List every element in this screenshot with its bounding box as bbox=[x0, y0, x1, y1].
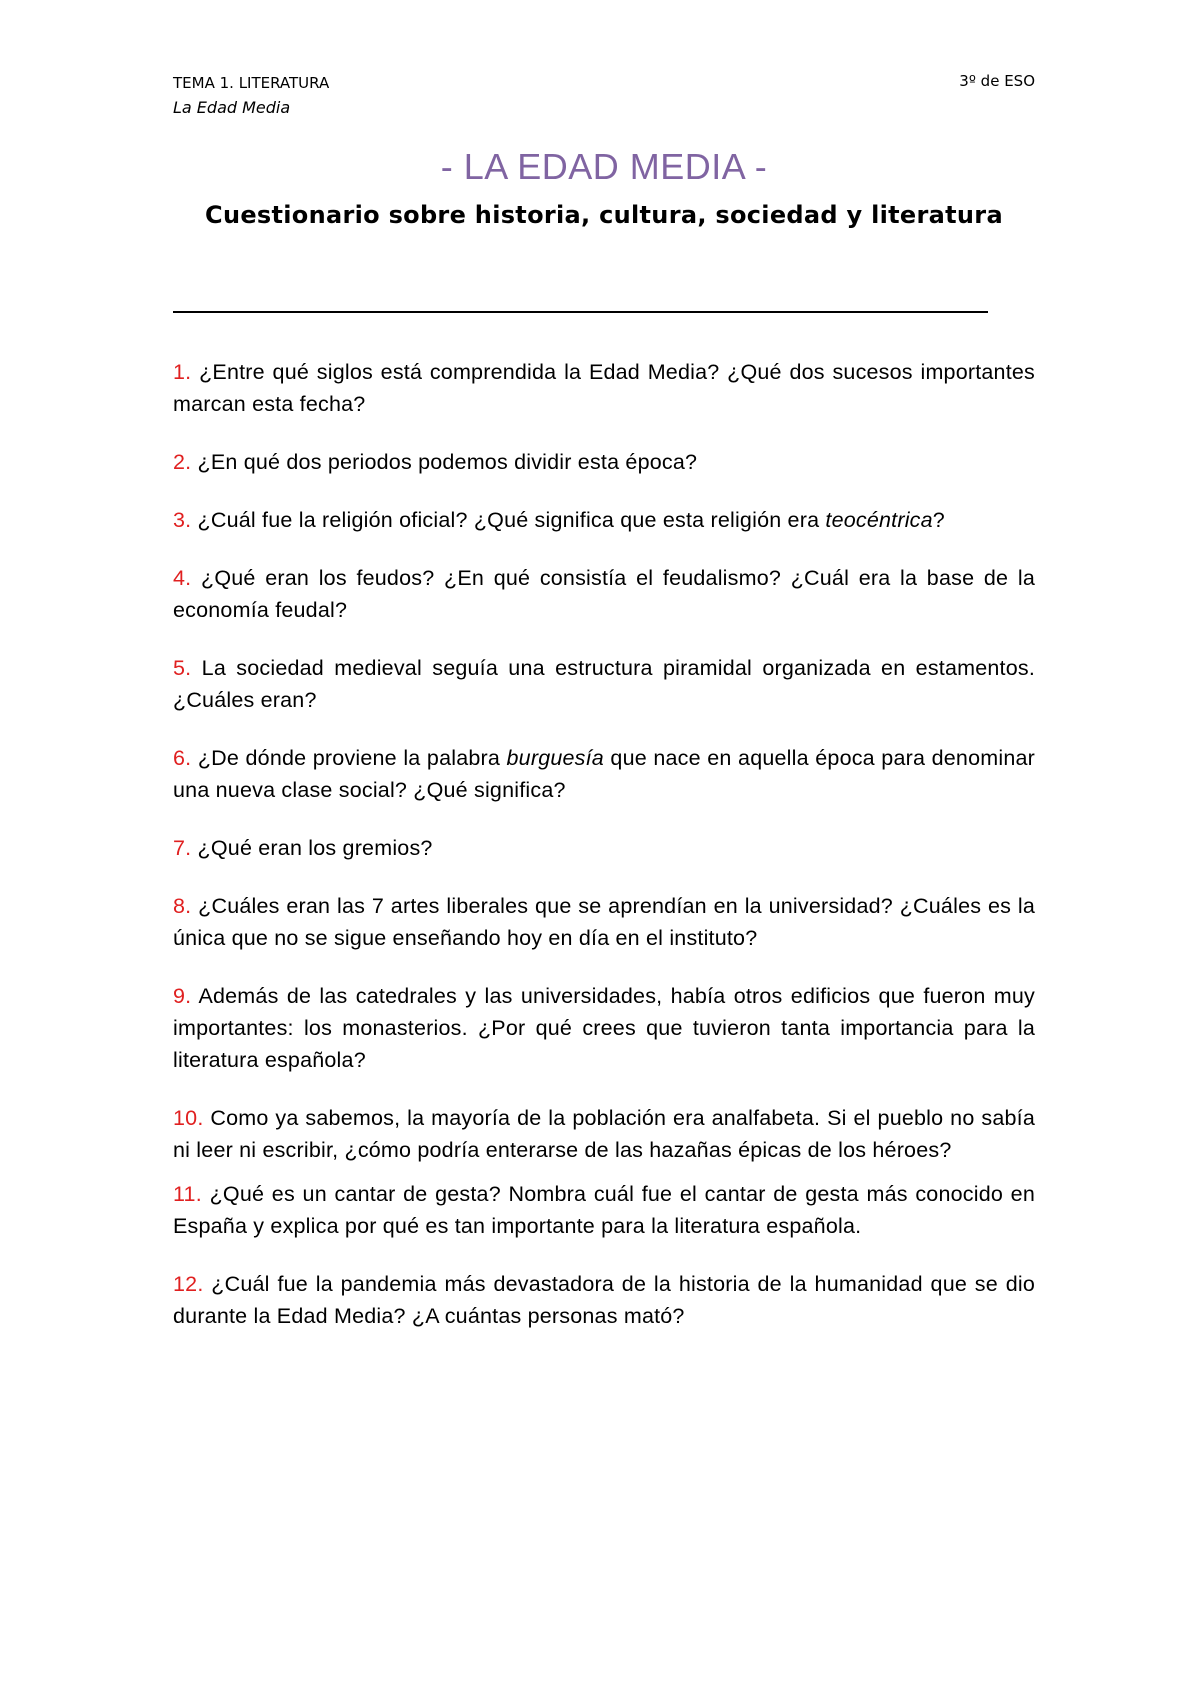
question-7 bbox=[173, 832, 1035, 864]
question-number: 7. bbox=[173, 836, 192, 860]
question-text-pre: ¿Cuál fue la religión oficial? ¿Qué significa que esta religión era bbox=[197, 508, 826, 532]
question-number: 2. bbox=[173, 450, 192, 474]
question-1 bbox=[173, 356, 1035, 420]
question-text: ¿Qué es un cantar de gesta? Nombra cuál fue el cantar de gesta más conocido en España y explica por qué es tan importante para la literatura española. bbox=[173, 1182, 1035, 1238]
question-6 bbox=[173, 742, 1035, 806]
question-number: 11. bbox=[173, 1182, 202, 1206]
question-number: 10. bbox=[173, 1106, 204, 1130]
question-text-italic: teocéntrica bbox=[825, 508, 933, 532]
question-4 bbox=[173, 562, 1035, 626]
question-11 bbox=[173, 1178, 1035, 1242]
question-text: ¿Cuál fue la pandemia más devastadora de la historia de la humanidad que se dio durante la Edad Media? ¿A cuántas personas mató? bbox=[173, 1272, 1035, 1328]
question-12 bbox=[173, 1268, 1035, 1332]
question-number: 3. bbox=[173, 508, 192, 532]
question-list bbox=[173, 356, 1035, 1332]
question-number: 6. bbox=[173, 746, 192, 770]
question-text: ¿En qué dos periodos podemos dividir esta época? bbox=[197, 450, 698, 474]
page-title: - LA EDAD MEDIA - bbox=[440, 146, 768, 187]
question-text-pre: ¿De dónde proviene la palabra bbox=[197, 746, 507, 770]
question-10 bbox=[173, 1102, 1035, 1166]
question-8 bbox=[173, 890, 1035, 954]
page-subtitle: Cuestionario sobre historia, cultura, sociedad y literatura bbox=[205, 201, 1003, 229]
header-tema bbox=[173, 72, 329, 94]
question-text-italic: burguesía bbox=[506, 746, 604, 770]
question-text: ¿Entre qué siglos está comprendida la Edad Media? ¿Qué dos sucesos importantes marcan esta fecha? bbox=[173, 360, 1035, 416]
header-course: 3º de ESO bbox=[959, 72, 1035, 90]
header-tema-text: TEMA 1. LITERATURA bbox=[173, 74, 330, 92]
question-text: ¿Cuáles eran las 7 artes liberales que se aprendían en la universidad? ¿Cuáles es la única que no se sigue enseñando hoy en día en el instituto? bbox=[173, 894, 1035, 950]
question-2 bbox=[173, 446, 1035, 478]
question-number: 9. bbox=[173, 984, 192, 1008]
question-text: La sociedad medieval seguía una estructura piramidal organizada en estamentos. ¿Cuáles eran? bbox=[173, 656, 1035, 712]
separator-line bbox=[173, 311, 988, 313]
header-subtitle: La Edad Media bbox=[173, 98, 291, 117]
question-9 bbox=[173, 980, 1035, 1076]
question-number: 12. bbox=[173, 1272, 204, 1296]
question-number: 1. bbox=[173, 360, 192, 384]
question-number: 4. bbox=[173, 566, 192, 590]
question-text: ¿Qué eran los feudos? ¿En qué consistía el feudalismo? ¿Cuál era la base de la economía feudal? bbox=[173, 566, 1035, 622]
question-number: 5. bbox=[173, 656, 192, 680]
question-3 bbox=[173, 504, 1035, 536]
question-number: 8. bbox=[173, 894, 192, 918]
question-text: Además de las catedrales y las universidades, había otros edificios que fueron muy importantes: los monasterios. ¿Por qué crees que tuvieron tanta importancia para la literatura española? bbox=[173, 984, 1035, 1072]
question-text: Como ya sabemos, la mayoría de la población era analfabeta. Si el pueblo no sabía ni leer ni escribir, ¿cómo podría enterarse de las hazañas épicas de los héroes? bbox=[173, 1106, 1035, 1162]
question-text-post: que nace en aquella época para denominar una nueva clase social? ¿Qué significa? bbox=[173, 746, 1035, 802]
question-text: ¿Qué eran los gremios? bbox=[197, 836, 433, 860]
question-text-post: ? bbox=[932, 508, 945, 532]
question-5 bbox=[173, 652, 1035, 716]
